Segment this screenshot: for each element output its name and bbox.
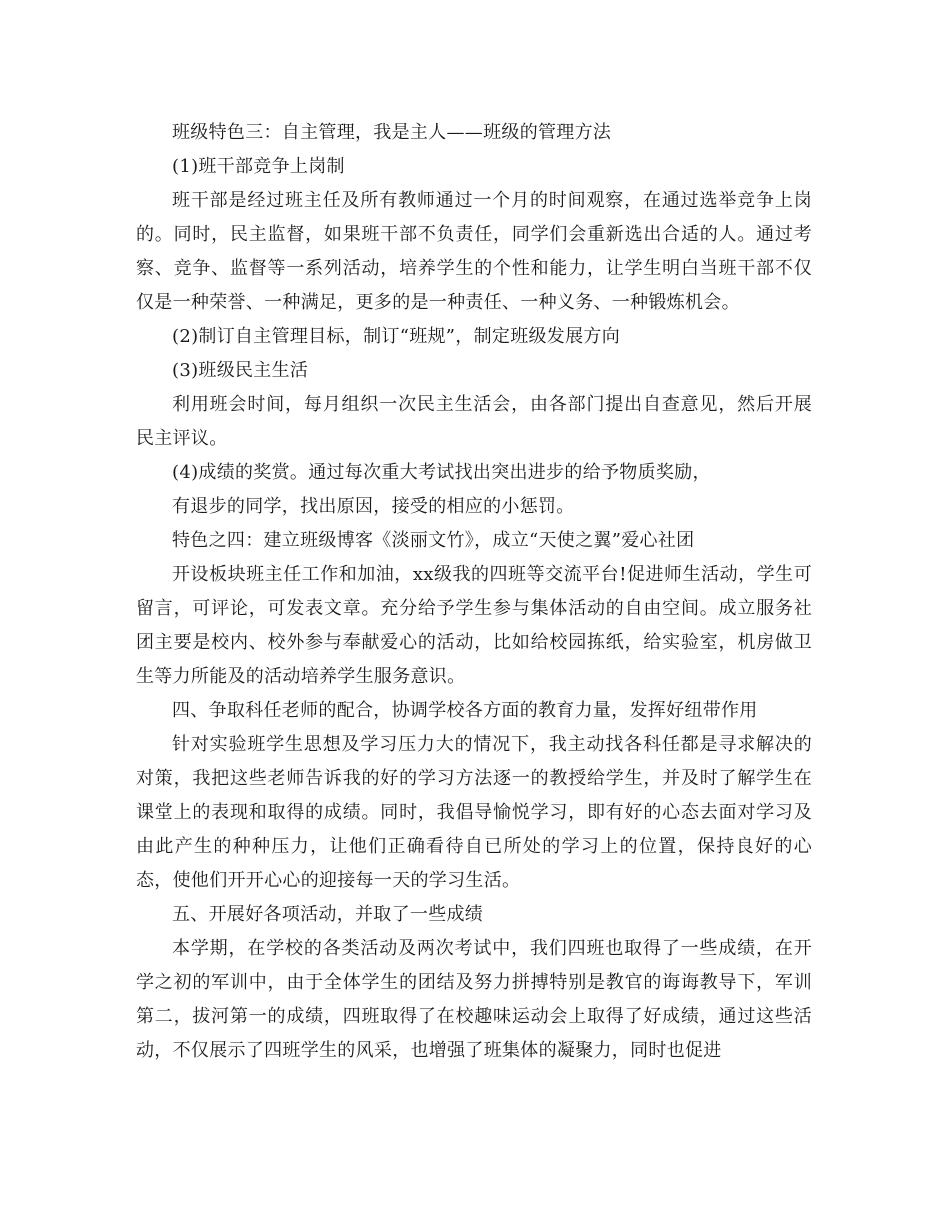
heading-class-feature-three: 班级特色三：自主管理，我是主人——班级的管理方法 (172, 122, 612, 143)
document-body (136, 116, 812, 1068)
subheading-democratic-life: (3)班级民主生活 (172, 360, 309, 381)
heading-section-five: 五、开展好各项活动，并取了一些成绩 (172, 904, 484, 925)
subheading-self-management-goals: (2)制订自主管理目标，制订“班规”，制定班级发展方向 (172, 326, 620, 347)
paragraph-blog-platform: 开设板块班主任工作和加油，xx级我的四班等交流平台!促进师生活动，学生可留言，可评论，可发表文章。充分给予学生参与集体活动的自由空间。成立服务社团主要是校内、校外参与奉献爱心的活动，比如给校园拣纸，给实验室，机房做卫生等力所能及的活动培养学生服务意识。 (136, 564, 812, 687)
heading-section-four: 四、争取科任老师的配合，协调学校各方面的教育力量，发挥好纽带作用 (172, 700, 758, 721)
subheading-cadre-competition: (1)班干部竞争上岗制 (172, 156, 345, 177)
subheading-rewards: (4)成绩的奖赏。通过每次重大考试找出突出进步的给予物质奖励， (172, 462, 711, 483)
paragraph-punishment: 有退步的同学，找出原因，接受的相应的小惩罚。 (172, 496, 575, 517)
paragraph-achievements: 本学期，在学校的各类活动及两次考试中，我们四班也取得了一些成绩，在开学之初的军训中，由于全体学生的团结及努力拼搏特别是教官的诲诲教导下，军训第二，拔河第一的成绩，四班取得了在校趣味运动会上取得了好成绩，通过这些活动，不仅展示了四班学生的风采，也增强了班集体的凝聚力，同时也促进 (136, 938, 812, 1061)
paragraph-democratic-meeting: 利用班会时间，每月组织一次民主生活会，由各部门提出自查意见，然后开展民主评议。 (136, 394, 812, 449)
paragraph-teacher-cooperation: 针对实验班学生思想及学习压力大的情况下，我主动找各科任都是寻求解决的对策，我把这些老师告诉我的好的学习方法逐一的教授给学生，并及时了解学生在课堂上的表现和取得的成绩。同时，我倡导愉悦学习，即有好的心态去面对学习及由此产生的种种压力，让他们正确看待自已所处的学习上的位置，保持良好的心态，使他们开开心心的迎接每一天的学习生活。 (136, 734, 812, 891)
paragraph-cadre-election: 班干部是经过班主任及所有教师通过一个月的时间观察，在通过选举竞争上岗的。同时，民主监督，如果班干部不负责任，同学们会重新选出合适的人。通过考察、竞争、监督等一系列活动，培养学生的个性和能力，让学生明白当班干部不仅仅是一种荣誉、一种满足，更多的是一种责任、一种义务、一种锻炼机会。 (136, 190, 812, 313)
heading-feature-four: 特色之四：建立班级博客《淡丽文竹》，成立“天使之翼”爱心社团 (172, 530, 695, 551)
